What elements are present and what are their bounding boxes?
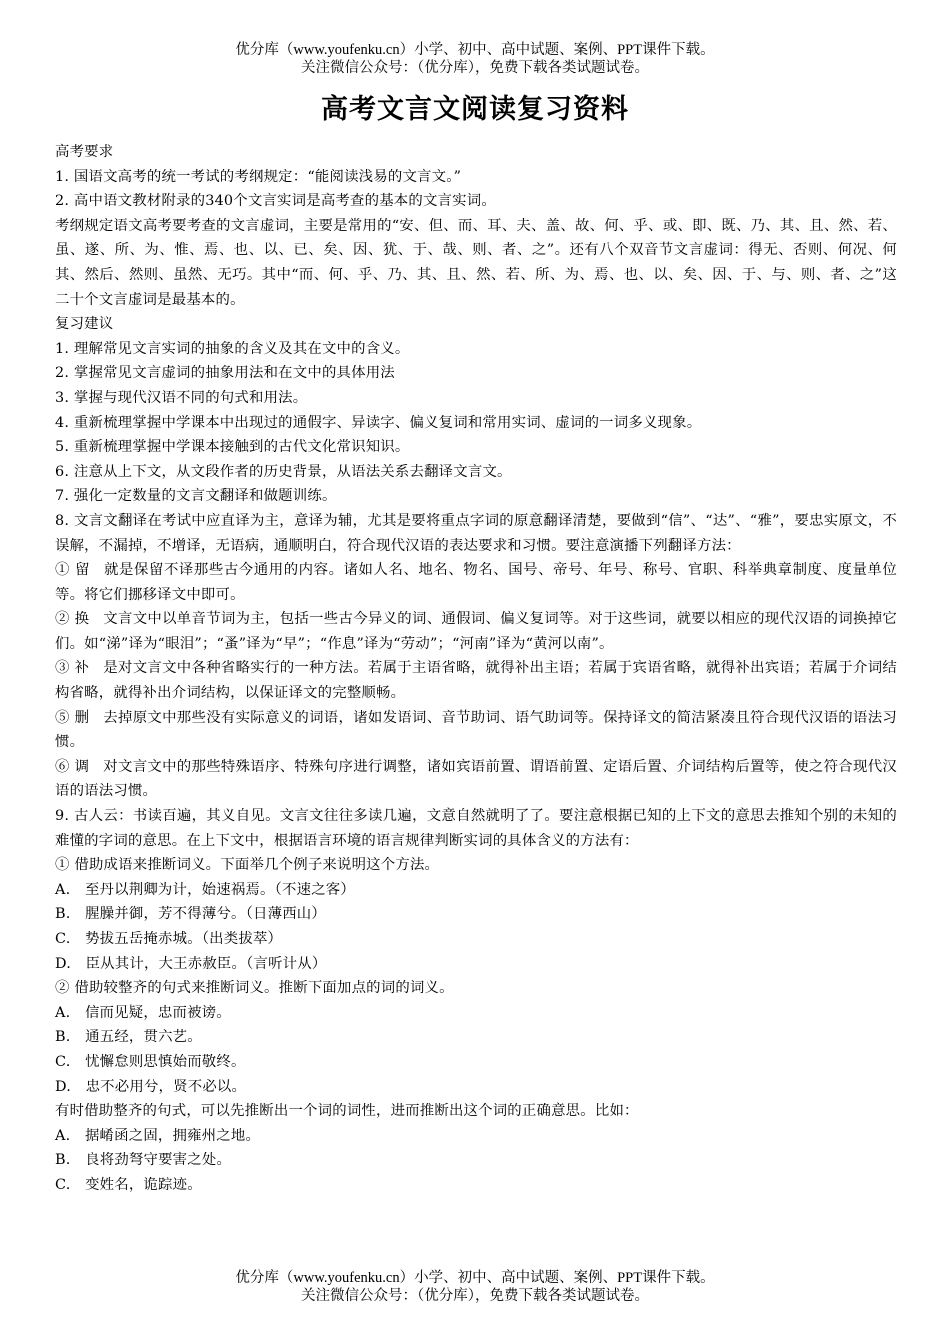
example-item: C. 忧懈怠则思慎始而敬终。 [55,1053,246,1070]
method-label: ② 换 [55,611,90,628]
method-label: ⑥ 调 [55,758,90,775]
header-line-1: 优分库（www.youfenku.cn）小学、初中、高中试题、案例、PPT课件下载。 [235,42,715,58]
example-item: B. 良将劲弩守要害之处。 [55,1152,232,1169]
sub-heading: 有时借助整齐的句式，可以先推断出一个词的词性，进而推断出这个词的正确意思。比如： [55,1103,639,1120]
method-text: 对文言文中的那些特殊语序、特殊句序进行调整，诸如宾语前置、谓语前置、定语后置、介词结构后置等，使之符合现代汉语的语法习惯。 [55,758,897,800]
list-item: 4. 重新梳理掌握中学课本中出现过的通假字、异读字、偏义复词和常用实词、虚词的一词多义现象。 [55,414,702,431]
list-item: 3. 掌握与现代汉语不同的句式和用法。 [55,389,308,406]
method-item [55,607,897,656]
method-label: ⑤ 删 [55,709,90,726]
list-item: 2. 掌握常见文言虚词的抽象用法和在文中的具体用法 [55,365,395,382]
list-item: 5. 重新梳理掌握中学课本接触到的古代文化常识知识。 [55,439,410,456]
example-item: D. 臣从其计，大王赤赦臣。（言听计从） [55,955,327,972]
section-heading-suggestions: 复习建议 [55,316,114,333]
sub-heading: ① 借助成语来推断词义。下面举几个例子来说明这个方法。 [55,857,440,874]
section-heading-requirements: 高考要求 [55,144,114,160]
method-item [55,706,897,755]
method-label: ③ 补 [55,660,90,677]
method-text: 文言文中以单音节词为主，包括一些古今异义的词、通假词、偏义复词等。对于这些词，就要以相应的现代汉语的词换掉它们。如“涕”译为“眼泪”；“蚤”译为“早”；“作息”译为“劳动”；“河南”译为“黄河以南”。 [55,611,897,652]
example-item: C. 变姓名，诡踪迹。 [55,1176,202,1193]
list-item: 9. 古人云：书读百遍，其义自见。文言文往往多读几遍，文意自然就明了了。要注意根据已知的上下文的意思去推知个别的未知的难懂的字词的意思。在上下文中，根据语言环境的语言规律判断实词的具体含义的方法有： [55,808,897,849]
example-item: A. 至丹以荆卿为计，始速祸焉。（不速之客） [55,881,355,898]
footer-line-1: 优分库（www.youfenku.cn）小学、初中、高中试题、案例、PPT课件下载。 [235,1270,715,1286]
method-item [55,558,897,607]
sub-heading: ② 借助较整齐的句式来推断词义。推断下面加点的词的词义。 [55,980,454,997]
paragraph-function-words: 考纲规定语文高考要考查的文言虚词，主要是常用的“安、但、而、耳、夫、盖、故、何、乎、或、即、既、乃、其、且、然、若、虽、遂、所、为、惟、焉、也、以、已、矣、因、犹、于、哉、则、者、之”。还有八个双音节文言虚词：得无、否则、何况、何其、然后、然则、虽然、无巧。其中“而、何、乎、乃、其、且、然、若、所、为、焉、也、以、矣、因、于、与、则、者、之”这二十个文言虚词是最基本的。 [55,217,897,308]
header-line-2: 关注微信公众号：（优分库），免费下载各类试题试卷。 [301,60,649,76]
method-text: 就是保留不译那些古今通用的内容。诸如人名、地名、物名、国号、帝号、年号、称号、官职、科举典章制度、度量单位等。将它们挪移译文中即可。 [55,562,897,603]
page-footer [0,1269,950,1305]
list-item: 1. 理解常见文言实词的抽象的含义及其在文中的含义。 [55,340,410,357]
method-item [55,755,897,804]
document-title: 高考文言文阅读复习资料 [321,94,629,125]
method-text: 去掉原文中那些没有实际意义的词语，诸如发语词、音节助词、语气助词等。保持译文的简洁紧凑且符合现代汉语的语法习惯。 [55,709,897,751]
example-item: B. 通五经，贯六艺。 [55,1029,202,1046]
method-label: ① 留 [55,562,91,579]
method-item [55,656,897,705]
example-item: A. 信而见疑，忠而被谤。 [55,1004,231,1021]
example-item: C. 势拔五岳掩赤城。（出类拔萃） [55,931,283,947]
list-item: 8. 文言文翻译在考试中应直译为主，意译为辅，尤其是要将重点字词的原意翻译清楚，要做到“信”、“达”、“雅”，要忠实原文，不误解，不漏掉，不增译，无语病，通顺明白，符合现代汉语的表达要求和习惯。要注意演播下列翻译方法： [55,512,897,554]
example-item: A. 据崤函之固，拥雍州之地。 [55,1127,261,1144]
page-header [0,41,950,77]
method-text: 是对文言文中各种省略实行的一种方法。若属于主语省略，就得补出主语；若属于宾语省略，就得补出宾语；若属于介词结构省略，就得补出介词结构，以保证译文的完整顺畅。 [55,660,897,702]
document-body [55,140,897,1198]
example-item: D. 忠不必用兮，贤不必以。 [55,1078,247,1095]
list-item: 6. 注意从上下文，从文段作者的历史背景，从语法关系去翻译文言文。 [55,463,512,480]
list-item: 7. 强化一定数量的文言文翻译和做题训练。 [55,488,337,505]
list-item: 2. 高中语文教材附录的340个文言实词是高考查的基本的文言实词。 [55,193,496,210]
footer-line-2: 关注微信公众号：（优分库），免费下载各类试题试卷。 [301,1288,649,1304]
example-item: B. 腥臊并御，芳不得薄兮。（日薄西山） [55,906,326,923]
list-item: 1. 国语文高考的统一考试的考纲规定：“能阅读浅易的文言文。” [55,168,462,185]
